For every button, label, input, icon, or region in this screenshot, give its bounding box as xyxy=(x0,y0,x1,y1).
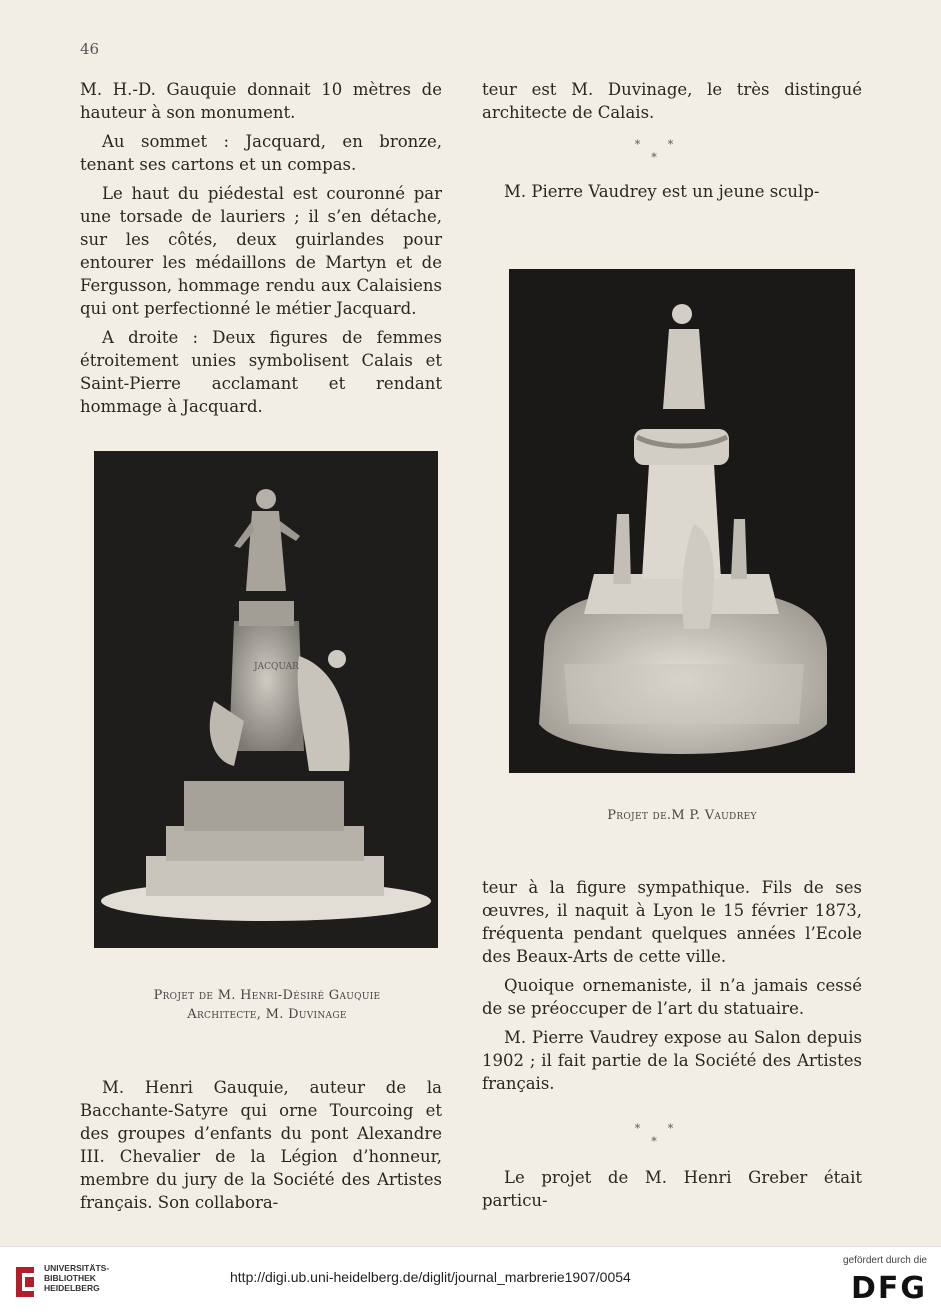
paragraph: M. Henri Gauquie, auteur de la Bacchante-Satyre qui orne Tourcoing et des groupes d’enfants du pont Alexandre III. Chevalier de la Légion d’honneur, membre du jury de la Société des Artistes français. Son collabora- xyxy=(80,1078,442,1212)
right-column-top xyxy=(482,78,862,130)
right-caption-line: Projet de.M P. Vaudrey xyxy=(607,808,757,823)
page-number: 46 xyxy=(80,40,100,58)
university-logo-icon xyxy=(12,1261,38,1301)
paragraph: Le haut du piédestal est couronné par une torsade de lauriers ; il s’en détache, sur les côtés, deux guirlandes pour entourer les médaillons de Martyn et de Fergusson, hommage rendu aux Calaisiens qui ont perfectionné le métier Jacquard. xyxy=(80,184,442,318)
plate-gauquie-monument xyxy=(94,451,438,948)
paragraph: M. H.-D. Gauquie donnait 10 mètres de hauteur à son monument. xyxy=(80,80,442,122)
plate-vaudrey-project xyxy=(509,269,855,773)
right-column-bottom xyxy=(482,876,862,1101)
paragraph: teur à la figure sympathique. Fils de ses œuvres, il naquit à Lyon le 15 février 1873, fréquenta pendant quelques années l’Ecole des Beaux-Arts de cette ville. xyxy=(482,878,862,966)
library-line: HEIDELBERG xyxy=(44,1283,100,1293)
paragraph: M. Pierre Vaudrey est un jeune sculp- xyxy=(504,182,820,201)
left-caption-line2: Architecte, M. Duvinage xyxy=(187,1007,347,1022)
left-column-bottom xyxy=(80,1076,442,1220)
left-column-top xyxy=(80,78,442,424)
plate-inscription: JACQUAR xyxy=(254,662,299,672)
library-line: BIBLIOTHEK xyxy=(44,1273,96,1283)
paragraph: Quoique ornemaniste, il n’a jamais cessé de se préoccuper de l’art du statuaire. xyxy=(482,976,862,1018)
paragraph: Le projet de M. Henri Greber était particu- xyxy=(482,1168,862,1210)
monument-photo-gauquie xyxy=(94,451,438,948)
right-intro xyxy=(482,180,862,209)
section-stars: * * * xyxy=(634,1122,686,1148)
right-last xyxy=(482,1166,862,1218)
paragraph: teur est M. Duvinage, le très distingué architecte de Calais. xyxy=(482,80,862,122)
paragraph: Au sommet : Jacquard, en bronze, tenant ses cartons et un compas. xyxy=(80,132,442,174)
dfg-logo: DFG xyxy=(850,1271,927,1306)
left-caption-line1: Projet de M. Henri-Désiré Gauquie xyxy=(153,988,381,1003)
funded-by-label: gefördert durch die xyxy=(843,1255,927,1266)
paragraph: A droite : Deux figures de femmes étroitement unies symbolisent Calais et Saint-Pierre acclamant et rendant hommage à Jacquard. xyxy=(80,328,442,416)
right-caption xyxy=(509,808,855,823)
footer-bar xyxy=(0,1246,941,1315)
paragraph: M. Pierre Vaudrey expose au Salon depuis 1902 ; il fait partie de la Société des Artistes français. xyxy=(482,1028,862,1093)
document-url-link[interactable]: http://digi.ub.uni-heidelberg.de/diglit/journal_marbrerie1907/0054 xyxy=(230,1269,631,1285)
monument-photo-vaudrey xyxy=(509,269,855,773)
library-line: UNIVERSITÄTS- xyxy=(44,1263,110,1273)
section-stars: * * * xyxy=(634,138,686,164)
left-caption xyxy=(94,988,440,1022)
library-name xyxy=(44,1263,109,1293)
